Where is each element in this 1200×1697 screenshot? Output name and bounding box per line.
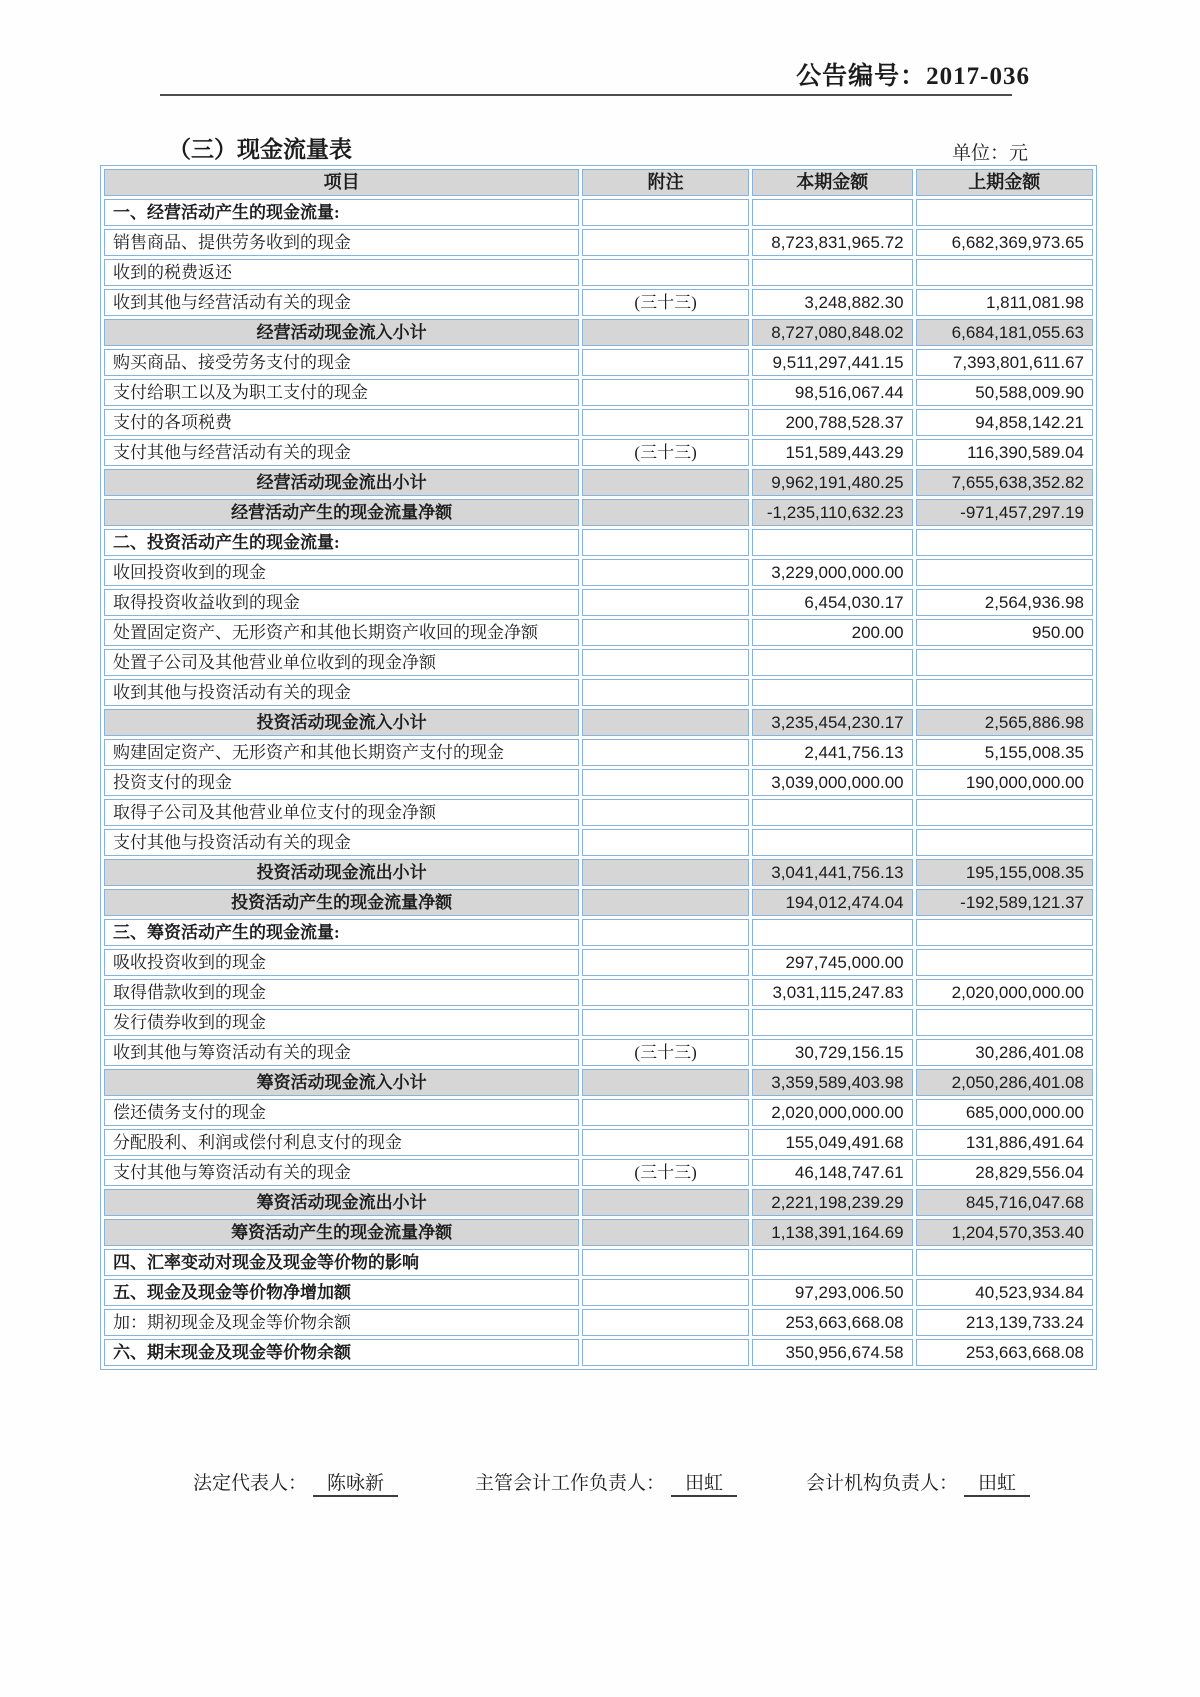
prior-amount-cell: 1,204,570,353.40 — [916, 1219, 1093, 1246]
note-cell — [582, 1309, 749, 1336]
current-amount-cell: 200,788,528.37 — [752, 409, 913, 436]
note-cell — [582, 259, 749, 286]
item-cell: 支付其他与投资活动有关的现金 — [104, 829, 579, 856]
note-cell — [582, 379, 749, 406]
note-cell — [582, 979, 749, 1006]
prior-amount-cell: 950.00 — [916, 619, 1093, 646]
item-cell: 五、现金及现金等价物净增加额 — [104, 1279, 579, 1306]
note-cell: (三十三) — [582, 1159, 749, 1186]
table-row — [104, 1099, 1093, 1126]
table-row — [104, 229, 1093, 256]
current-amount-cell: 3,229,000,000.00 — [752, 559, 913, 586]
item-cell: 收到的税费返还 — [104, 259, 579, 286]
table-row — [104, 889, 1093, 916]
note-cell — [582, 1249, 749, 1276]
announcement-number: 公告编号：2017-036 — [796, 63, 1030, 90]
table-row — [104, 1279, 1093, 1306]
item-cell: 处置固定资产、无形资产和其他长期资产收回的现金净额 — [104, 619, 579, 646]
item-cell: 收到其他与经营活动有关的现金 — [104, 289, 579, 316]
item-cell: 支付给职工以及为职工支付的现金 — [104, 379, 579, 406]
table-row — [104, 559, 1093, 586]
current-amount-cell: 9,511,297,441.15 — [752, 349, 913, 376]
table-row — [104, 949, 1093, 976]
chief-accountant-label: 主管会计工作负责人： — [475, 1473, 666, 1494]
table-row — [104, 799, 1093, 826]
prior-amount-cell — [916, 259, 1093, 286]
note-cell — [582, 769, 749, 796]
current-amount-cell — [752, 829, 913, 856]
prior-amount-cell: 253,663,668.08 — [916, 1339, 1093, 1366]
prior-amount-cell: 30,286,401.08 — [916, 1039, 1093, 1066]
item-cell: 吸收投资收到的现金 — [104, 949, 579, 976]
note-cell — [582, 1009, 749, 1036]
prior-amount-cell — [916, 199, 1093, 226]
table-row — [104, 379, 1093, 406]
note-cell — [582, 709, 749, 736]
table-header-row — [104, 169, 1093, 196]
note-cell — [582, 559, 749, 586]
prior-amount-cell: -971,457,297.19 — [916, 499, 1093, 526]
item-cell: 购买商品、接受劳务支付的现金 — [104, 349, 579, 376]
note-cell — [582, 469, 749, 496]
header-note: 附注 — [582, 169, 749, 196]
item-cell: 支付其他与经营活动有关的现金 — [104, 439, 579, 466]
chief-accountant-group — [475, 1468, 737, 1497]
note-cell — [582, 739, 749, 766]
table-row — [104, 289, 1093, 316]
header-item: 项目 — [104, 169, 579, 196]
current-amount-cell: 1,138,391,164.69 — [752, 1219, 913, 1246]
prior-amount-cell: 195,155,008.35 — [916, 859, 1093, 886]
prior-amount-cell: 2,020,000,000.00 — [916, 979, 1093, 1006]
item-cell: 加：期初现金及现金等价物余额 — [104, 1309, 579, 1336]
header-divider-line — [160, 94, 1012, 96]
item-cell: 筹资活动产生的现金流量净额 — [104, 1219, 579, 1246]
note-cell: (三十三) — [582, 1039, 749, 1066]
current-amount-cell: 46,148,747.61 — [752, 1159, 913, 1186]
prior-amount-cell: 40,523,934.84 — [916, 1279, 1093, 1306]
prior-amount-cell — [916, 919, 1093, 946]
table-row — [104, 409, 1093, 436]
current-amount-cell: 155,049,491.68 — [752, 1129, 913, 1156]
note-cell — [582, 589, 749, 616]
current-amount-cell: 3,359,589,403.98 — [752, 1069, 913, 1096]
prior-amount-cell: 2,564,936.98 — [916, 589, 1093, 616]
item-cell: 经营活动现金流入小计 — [104, 319, 579, 346]
item-cell: 偿还债务支付的现金 — [104, 1099, 579, 1126]
note-cell — [582, 1069, 749, 1096]
note-cell — [582, 799, 749, 826]
note-cell — [582, 529, 749, 556]
current-amount-cell: 98,516,067.44 — [752, 379, 913, 406]
header-prior-period: 上期金额 — [916, 169, 1093, 196]
item-cell: 筹资活动现金流入小计 — [104, 1069, 579, 1096]
current-amount-cell: -1,235,110,632.23 — [752, 499, 913, 526]
current-amount-cell — [752, 679, 913, 706]
note-cell — [582, 499, 749, 526]
current-amount-cell — [752, 919, 913, 946]
cash-flow-table-container — [100, 165, 1097, 1370]
table-row — [104, 919, 1093, 946]
item-cell: 分配股利、利润或偿付利息支付的现金 — [104, 1129, 579, 1156]
prior-amount-cell: 7,655,638,352.82 — [916, 469, 1093, 496]
item-cell: 销售商品、提供劳务收到的现金 — [104, 229, 579, 256]
current-amount-cell: 3,235,454,230.17 — [752, 709, 913, 736]
item-cell: 经营活动现金流出小计 — [104, 469, 579, 496]
current-amount-cell: 97,293,006.50 — [752, 1279, 913, 1306]
table-row — [104, 739, 1093, 766]
statement-title: （三）现金流量表 — [168, 137, 352, 162]
prior-amount-cell: 685,000,000.00 — [916, 1099, 1093, 1126]
item-cell: 六、期末现金及现金等价物余额 — [104, 1339, 579, 1366]
current-amount-cell: 6,454,030.17 — [752, 589, 913, 616]
prior-amount-cell — [916, 829, 1093, 856]
table-row — [104, 1159, 1093, 1186]
prior-amount-cell — [916, 559, 1093, 586]
prior-amount-cell: 2,565,886.98 — [916, 709, 1093, 736]
table-row — [104, 859, 1093, 886]
table-row — [104, 1069, 1093, 1096]
note-cell — [582, 1129, 749, 1156]
item-cell: 发行债券收到的现金 — [104, 1009, 579, 1036]
item-cell: 筹资活动现金流出小计 — [104, 1189, 579, 1216]
current-amount-cell: 30,729,156.15 — [752, 1039, 913, 1066]
accounting-dept-head-name: 田虹 — [964, 1468, 1030, 1497]
note-cell — [582, 409, 749, 436]
legal-representative-name: 陈咏新 — [313, 1468, 398, 1497]
table-row — [104, 1339, 1093, 1366]
current-amount-cell — [752, 649, 913, 676]
prior-amount-cell: 7,393,801,611.67 — [916, 349, 1093, 376]
item-cell: 支付的各项税费 — [104, 409, 579, 436]
item-cell: 取得投资收益收到的现金 — [104, 589, 579, 616]
item-cell: 取得借款收到的现金 — [104, 979, 579, 1006]
note-cell — [582, 619, 749, 646]
item-cell: 收到其他与投资活动有关的现金 — [104, 679, 579, 706]
table-row — [104, 349, 1093, 376]
current-amount-cell — [752, 1249, 913, 1276]
prior-amount-cell: 94,858,142.21 — [916, 409, 1093, 436]
current-amount-cell — [752, 529, 913, 556]
item-cell: 取得子公司及其他营业单位支付的现金净额 — [104, 799, 579, 826]
table-row — [104, 499, 1093, 526]
prior-amount-cell: 6,684,181,055.63 — [916, 319, 1093, 346]
table-row — [104, 679, 1093, 706]
item-cell: 收回投资收到的现金 — [104, 559, 579, 586]
current-amount-cell: 297,745,000.00 — [752, 949, 913, 976]
table-row — [104, 619, 1093, 646]
prior-amount-cell — [916, 949, 1093, 976]
cash-flow-table — [100, 165, 1097, 1370]
current-amount-cell: 9,962,191,480.25 — [752, 469, 913, 496]
table-row — [104, 469, 1093, 496]
current-amount-cell: 194,012,474.04 — [752, 889, 913, 916]
prior-amount-cell: 6,682,369,973.65 — [916, 229, 1093, 256]
header-current-period: 本期金额 — [752, 169, 913, 196]
current-amount-cell — [752, 259, 913, 286]
note-cell: (三十三) — [582, 289, 749, 316]
current-amount-cell: 3,039,000,000.00 — [752, 769, 913, 796]
prior-amount-cell — [916, 679, 1093, 706]
note-cell — [582, 1189, 749, 1216]
accounting-dept-head-label: 会计机构负责人： — [806, 1473, 959, 1494]
prior-amount-cell: 131,886,491.64 — [916, 1129, 1093, 1156]
legal-representative-group — [193, 1468, 398, 1497]
table-row — [104, 1219, 1093, 1246]
prior-amount-cell: 5,155,008.35 — [916, 739, 1093, 766]
prior-amount-cell — [916, 1009, 1093, 1036]
note-cell — [582, 199, 749, 226]
current-amount-cell: 350,956,674.58 — [752, 1339, 913, 1366]
note-cell — [582, 679, 749, 706]
item-cell: 处置子公司及其他营业单位收到的现金净额 — [104, 649, 579, 676]
currency-unit-label: 单位：元 — [951, 143, 1028, 164]
current-amount-cell: 8,727,080,848.02 — [752, 319, 913, 346]
current-amount-cell: 253,663,668.08 — [752, 1309, 913, 1336]
table-row — [104, 829, 1093, 856]
table-row — [104, 1129, 1093, 1156]
signature-line — [0, 1468, 1200, 1508]
current-amount-cell: 151,589,443.29 — [752, 439, 913, 466]
accounting-dept-head-group — [806, 1468, 1030, 1497]
prior-amount-cell — [916, 799, 1093, 826]
current-amount-cell: 200.00 — [752, 619, 913, 646]
prior-amount-cell — [916, 649, 1093, 676]
current-amount-cell — [752, 799, 913, 826]
prior-amount-cell: 213,139,733.24 — [916, 1309, 1093, 1336]
table-row — [104, 649, 1093, 676]
note-cell — [582, 1219, 749, 1246]
current-amount-cell: 2,221,198,239.29 — [752, 1189, 913, 1216]
current-amount-cell — [752, 199, 913, 226]
current-amount-cell: 3,031,115,247.83 — [752, 979, 913, 1006]
note-cell — [582, 229, 749, 256]
prior-amount-cell: 50,588,009.90 — [916, 379, 1093, 406]
table-row — [104, 1309, 1093, 1336]
item-cell: 购建固定资产、无形资产和其他长期资产支付的现金 — [104, 739, 579, 766]
chief-accountant-name: 田虹 — [671, 1468, 737, 1497]
table-row — [104, 769, 1093, 796]
note-cell — [582, 319, 749, 346]
item-cell: 投资活动现金流入小计 — [104, 709, 579, 736]
item-cell: 投资活动现金流出小计 — [104, 859, 579, 886]
legal-representative-label: 法定代表人： — [193, 1473, 308, 1494]
table-row — [104, 1249, 1093, 1276]
item-cell: 投资支付的现金 — [104, 769, 579, 796]
note-cell — [582, 889, 749, 916]
current-amount-cell: 2,441,756.13 — [752, 739, 913, 766]
item-cell: 经营活动产生的现金流量净额 — [104, 499, 579, 526]
prior-amount-cell: 28,829,556.04 — [916, 1159, 1093, 1186]
table-row — [104, 709, 1093, 736]
table-row — [104, 589, 1093, 616]
prior-amount-cell: 190,000,000.00 — [916, 769, 1093, 796]
table-row — [104, 319, 1093, 346]
item-cell: 二、投资活动产生的现金流量: — [104, 529, 579, 556]
note-cell — [582, 1339, 749, 1366]
item-cell: 投资活动产生的现金流量净额 — [104, 889, 579, 916]
note-cell — [582, 859, 749, 886]
note-cell — [582, 949, 749, 976]
item-cell: 四、汇率变动对现金及现金等价物的影响 — [104, 1249, 579, 1276]
prior-amount-cell — [916, 529, 1093, 556]
current-amount-cell: 3,248,882.30 — [752, 289, 913, 316]
table-row — [104, 529, 1093, 556]
prior-amount-cell — [916, 1249, 1093, 1276]
note-cell — [582, 1099, 749, 1126]
note-cell: (三十三) — [582, 439, 749, 466]
item-cell: 支付其他与筹资活动有关的现金 — [104, 1159, 579, 1186]
item-cell: 收到其他与筹资活动有关的现金 — [104, 1039, 579, 1066]
prior-amount-cell: 1,811,081.98 — [916, 289, 1093, 316]
item-cell: 一、经营活动产生的现金流量: — [104, 199, 579, 226]
note-cell — [582, 829, 749, 856]
table-row — [104, 439, 1093, 466]
prior-amount-cell: -192,589,121.37 — [916, 889, 1093, 916]
current-amount-cell: 8,723,831,965.72 — [752, 229, 913, 256]
note-cell — [582, 349, 749, 376]
current-amount-cell: 2,020,000,000.00 — [752, 1099, 913, 1126]
prior-amount-cell: 116,390,589.04 — [916, 439, 1093, 466]
note-cell — [582, 919, 749, 946]
prior-amount-cell: 2,050,286,401.08 — [916, 1069, 1093, 1096]
current-amount-cell: 3,041,441,756.13 — [752, 859, 913, 886]
table-row — [104, 1189, 1093, 1216]
table-row — [104, 259, 1093, 286]
prior-amount-cell: 845,716,047.68 — [916, 1189, 1093, 1216]
table-row — [104, 199, 1093, 226]
table-row — [104, 979, 1093, 1006]
current-amount-cell — [752, 1009, 913, 1036]
item-cell: 三、筹资活动产生的现金流量: — [104, 919, 579, 946]
table-row — [104, 1009, 1093, 1036]
note-cell — [582, 649, 749, 676]
table-row — [104, 1039, 1093, 1066]
note-cell — [582, 1279, 749, 1306]
